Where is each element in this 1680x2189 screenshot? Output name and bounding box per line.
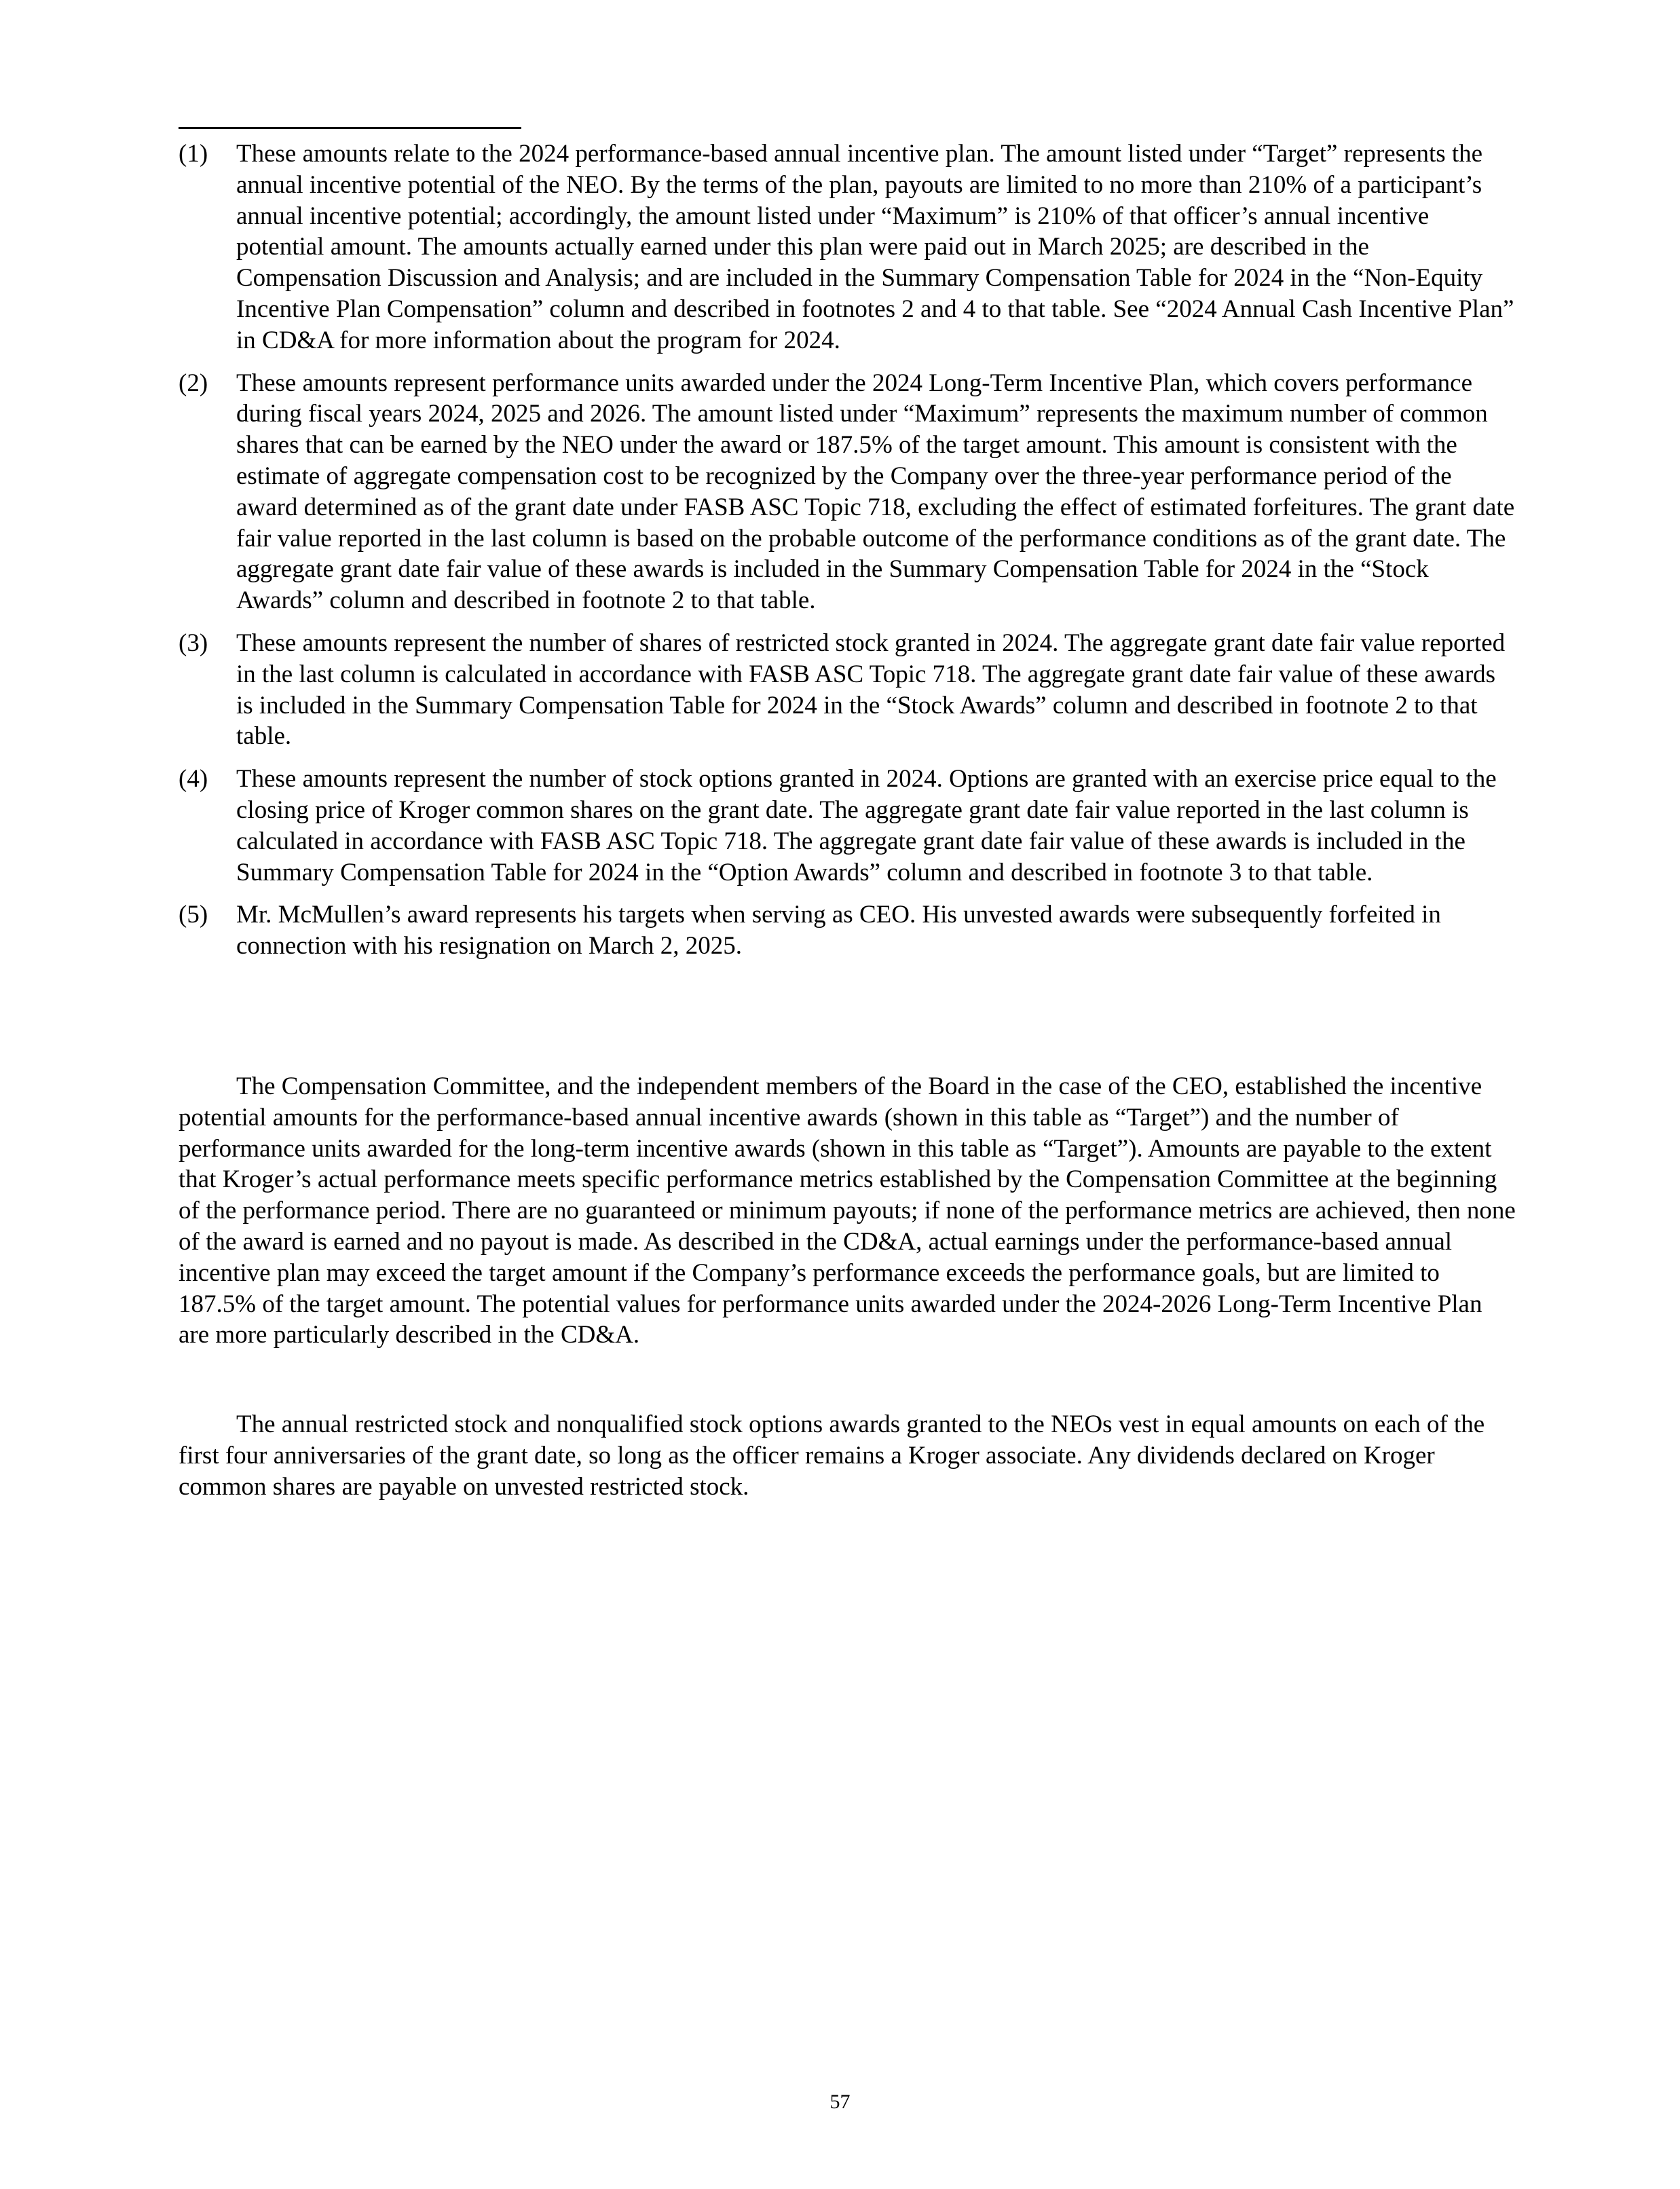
footnote-number: (3)	[179, 629, 208, 657]
footnote-text: These amounts represent the number of stock options granted in 2024. Options are granted with an exercise price equal to the closing price of Kroger common shares on the grant date. The aggregate grant date fair value reported in the last column is calculated in accordance with FASB ASC Topic 718. The aggregate grant date fair value of these awards is included in the Summary Compensation Table for 2024 in the “Option Awards” column and described in footnote 3 to that table.	[236, 765, 1497, 886]
footnote-text: These amounts represent the number of shares of restricted stock granted in 2024. The aggregate grant date fair value reported in the last column is calculated in accordance with FASB ASC Topic 718. The aggregate grant date fair value of these awards is included in the Summary Compensation Table for 2024 in the “Stock Awards” column and described in footnote 2 to that table.	[236, 629, 1506, 751]
footnote-text: These amounts relate to the 2024 performance-based annual incentive plan. The amount listed under “Target” represents the annual incentive potential of the NEO. By the terms of the plan, payouts are limited to no more than 210% of a participant’s annual incentive potential; accordingly, the amount listed under “Maximum” is 210% of that officer’s annual incentive potential amount. The amounts actually earned under this plan were paid out in March 2025; are described in the Compensation Discussion and Analysis; and are included in the Summary Compensation Table for 2024 in the “Non-Equity Incentive Plan Compensation” column and described in footnotes 2 and 4 to that table. See “2024 Annual Cash Incentive Plan” in CD&A for more information about the program for 2024.	[236, 140, 1514, 354]
footnote-4	[179, 764, 1516, 888]
footnote-number: (1)	[179, 140, 208, 168]
footnote-number: (2)	[179, 369, 208, 397]
page-number: 57	[829, 2091, 851, 2113]
footnote-5	[179, 899, 1516, 962]
body-paragraph-vesting: The annual restricted stock and nonqualified stock options awards granted to the NEOs vest in equal amounts on each of the first four anniversaries of the grant date, so long as the officer remains a Kroger associate. Any dividends declared on Kroger common shares are payable on unvested restricted stock.	[179, 1410, 1485, 1501]
footnote-3	[179, 628, 1516, 752]
footnote-text: These amounts represent performance units awarded under the 2024 Long-Term Incentive Plan, which covers performance during fiscal years 2024, 2025 and 2026. The amount listed under “Maximum” represents the maximum number of common shares that can be earned by the NEO under the award or 187.5% of the target amount. This amount is consistent with the estimate of aggregate compensation cost to be recognized by the Company over the three-year performance period of the award determined as of the grant date under FASB ASC Topic 718, excluding the effect of estimated forfeitures. The grant date fair value reported in the last column is based on the probable outcome of the performance conditions as of the grant date. The aggregate grant date fair value of these awards is included in the Summary Compensation Table for 2024 in the “Stock Awards” column and described in footnote 2 to that table.	[236, 369, 1515, 615]
footnotes-list	[179, 138, 1516, 973]
footnote-2	[179, 368, 1516, 616]
footnote-1	[179, 138, 1516, 356]
footnote-number: (4)	[179, 765, 208, 793]
body-paragraph-incentive-potential: The Compensation Committee, and the independent members of the Board in the case of the CEO, established the incentive potential amounts for the performance-based annual incentive awards (shown in this table as “Target”) and the number of performance units awarded for the long-term incentive awards (shown in this table as “Target”). Amounts are payable to the extent that Kroger’s actual performance meets specific performance metrics established by the Compensation Committee at the beginning of the performance period. There are no guaranteed or minimum payouts; if none of the performance metrics are achieved, then none of the award is earned and no payout is made. As described in the CD&A, actual earnings under the performance-based annual incentive plan may exceed the target amount if the Company’s performance exceeds the performance goals, but are limited to 187.5% of the target amount. The potential values for performance units awarded under the 2024-2026 Long-Term Incentive Plan are more particularly described in the CD&A.	[179, 1072, 1516, 1349]
footnote-text: Mr. McMullen’s award represents his targets when serving as CEO. His unvested awards were subsequently forfeited in connection with his resignation on March 2, 2025.	[236, 901, 1441, 960]
footnote-separator-rule	[179, 127, 521, 129]
footnote-number: (5)	[179, 901, 208, 929]
